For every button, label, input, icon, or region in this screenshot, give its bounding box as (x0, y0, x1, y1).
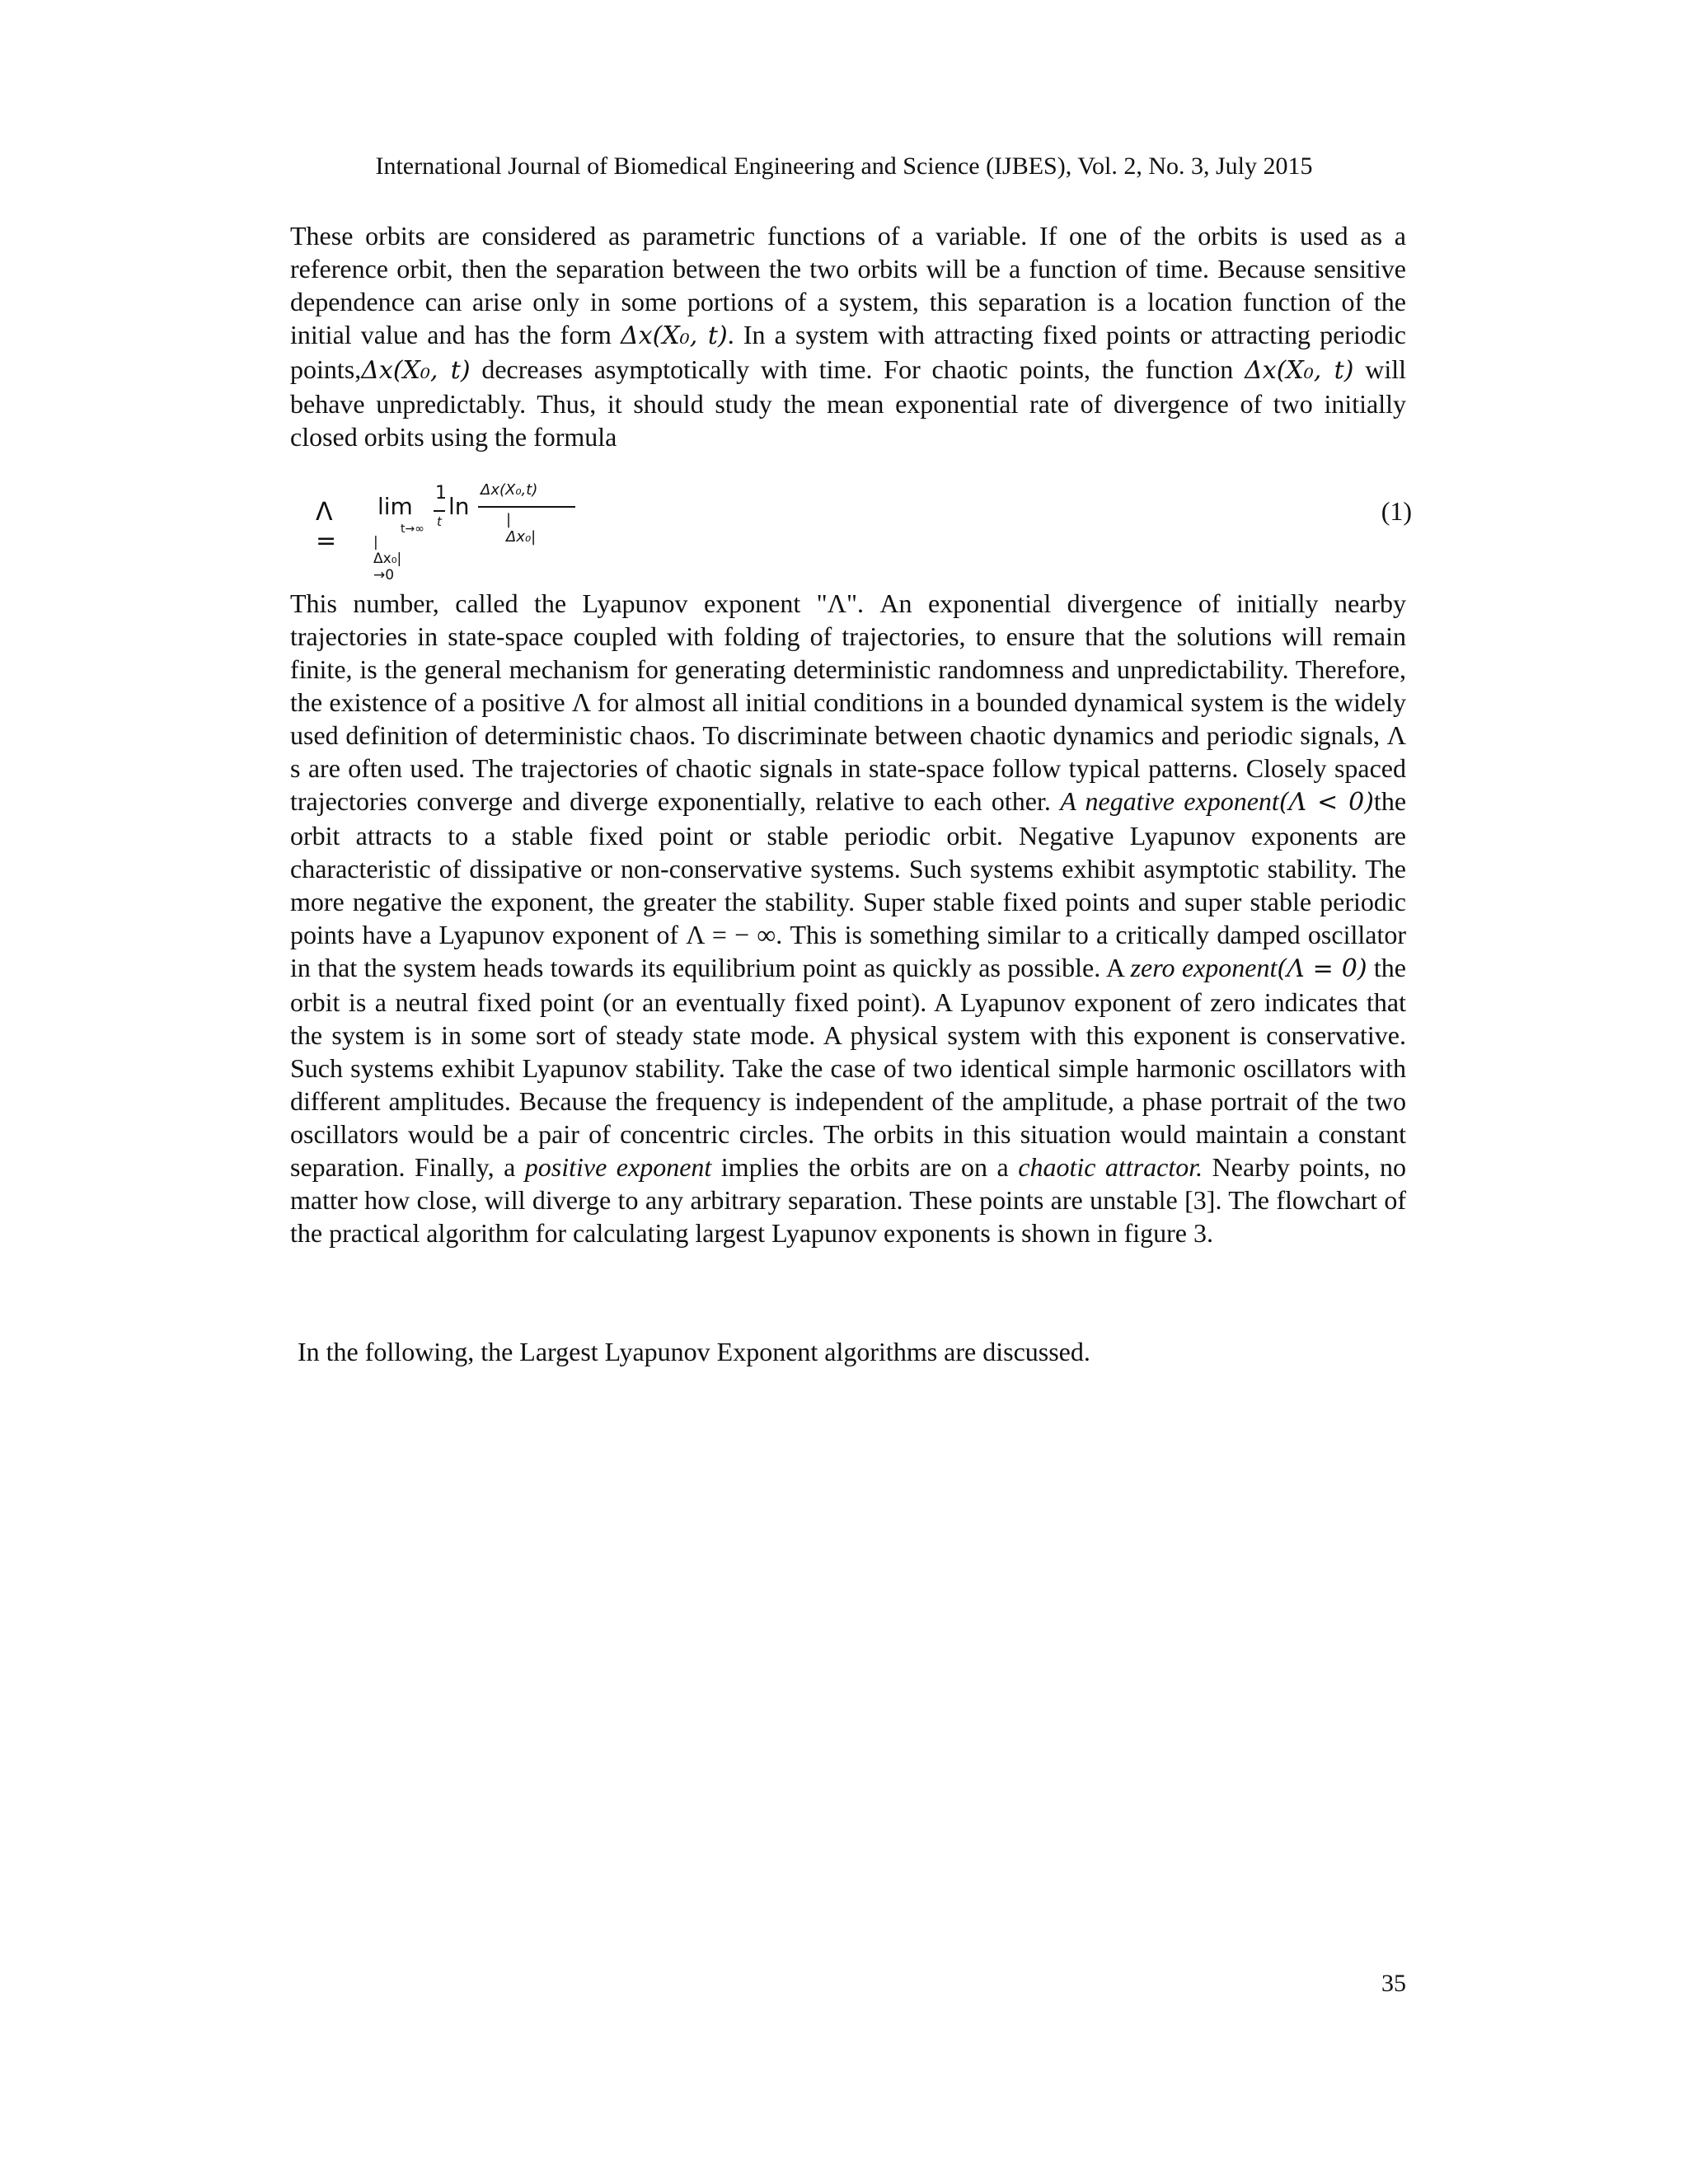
equation-numerator: Δx(X₀,t) (481, 481, 538, 499)
math-delta-x: Δx(X₀, t) (621, 321, 728, 350)
equation-lim-subscript-time: t→∞ (401, 523, 424, 536)
equation-fraction-bar (478, 506, 575, 508)
paragraph-lyapunov-exponent (290, 587, 1406, 1249)
paragraph-orbits (290, 219, 1406, 453)
text-run: . In a system with attracting fixed points or attracting periodic points, (290, 320, 1407, 384)
text-run: This number, called the Lyapunov exponent "Λ". An exponential divergence of initially nearby trajectories in state-space coupled with folding of trajectories, to ensure that the solutions will remain finite, is the general mechanism for generating deterministic randomness and unpredictability. Therefore, the existence of a positive Λ for almost all initial conditions in a bounded dynamical system is the widely used definition of deterministic chaos. To discriminate between chaotic dynamics and periodic signals, Λ s are often used. The trajectories of chaotic signals in state-space follow typical patterns. Closely spaced trajectories converge and diverge exponentially, relative to each other. (290, 588, 1406, 816)
italic-term: A negative exponent (1060, 786, 1279, 816)
equation-lim: lim (377, 493, 413, 520)
text-run: will behave unpredictably. Thus, it should study the mean exponential rate of divergence of two initially closed orbits using the formula (290, 354, 1407, 452)
equation-fraction-numerator-one: 1 (435, 483, 447, 504)
math-delta-x: Δx(X₀, t) (1245, 356, 1354, 385)
equation-denominator: |Δx₀| (506, 511, 537, 546)
text-run: decreases asymptotically with time. For chaotic points, the function (470, 354, 1245, 384)
paragraph-following: In the following, the Largest Lyapunov Exponent algorithms are discussed. (298, 1337, 1090, 1366)
text-run: These orbits are considered as parametric functions of a variable. If one of the orbits is used as a reference orbit, then the separation between the two orbits will be a function of time. Because sensitive dependence can arise only in some portions of a system, this separation is a location function of the initial value and has the form (290, 221, 1406, 349)
equation-number: (1) (1381, 496, 1412, 526)
equation-lim-subscript-delta: |Δx₀|→0 (373, 534, 402, 583)
text-run: the orbit attracts to a stable fixed point or stable periodic orbit. Negative Lyapunov exponents are characteristic of dissipative or non-conservative systems. Such systems exhibit asymptotic stability. The more negative the exponent, the greater the stability. Super stable fixed points and super stable periodic points have a Lyapunov exponent of Λ = − ∞. This is something similar to a critically damped oscillator in that the system heads towards its equilibrium point as quickly as possible. A (290, 786, 1407, 982)
italic-term: zero exponent (1130, 953, 1278, 982)
math-delta-x: Δx(X₀, t) (361, 356, 471, 385)
equation-1 (316, 481, 1412, 583)
journal-header: International Journal of Biomedical Engineering and Science (IJBES), Vol. 2, No. 3, July 2015 (375, 152, 1313, 180)
italic-term: positive exponent (524, 1152, 712, 1182)
math-lambda-zero: (Λ = 0) (1277, 954, 1367, 983)
page-number: 35 (1381, 1970, 1406, 1997)
text-run: the orbit is a neutral fixed point (or an eventually fixed point). A Lyapunov exponent of zero indicates that the system is in some sort of steady state mode. A physical system with this exponent is conservative. Such systems exhibit Lyapunov stability. Take the case of two identical simple harmonic oscillators with different amplitudes. Because the frequency is independent of the amplitude, a phase portrait of the two oscillators would be a pair of concentric circles. The orbits in this situation would maintain a constant separation. Finally, a (290, 953, 1407, 1182)
italic-term: chaotic attractor. (1018, 1152, 1203, 1182)
equation-fraction-denominator-t: t (437, 514, 442, 529)
equation-lhs: Λ = (316, 498, 337, 555)
math-lambda-negative: (Λ < 0) (1278, 788, 1374, 817)
equation-ln: ln (448, 493, 470, 520)
text-run: Nearby points, no matter how close, will diverge to any arbitrary separation. These points are unstable [3]. The flowchart of the practical algorithm for calculating largest Lyapunov exponents is shown in figure 3. (290, 1152, 1407, 1248)
text-run: implies the orbits are on a (711, 1152, 1019, 1182)
equation-fraction-bar-small (434, 510, 445, 512)
